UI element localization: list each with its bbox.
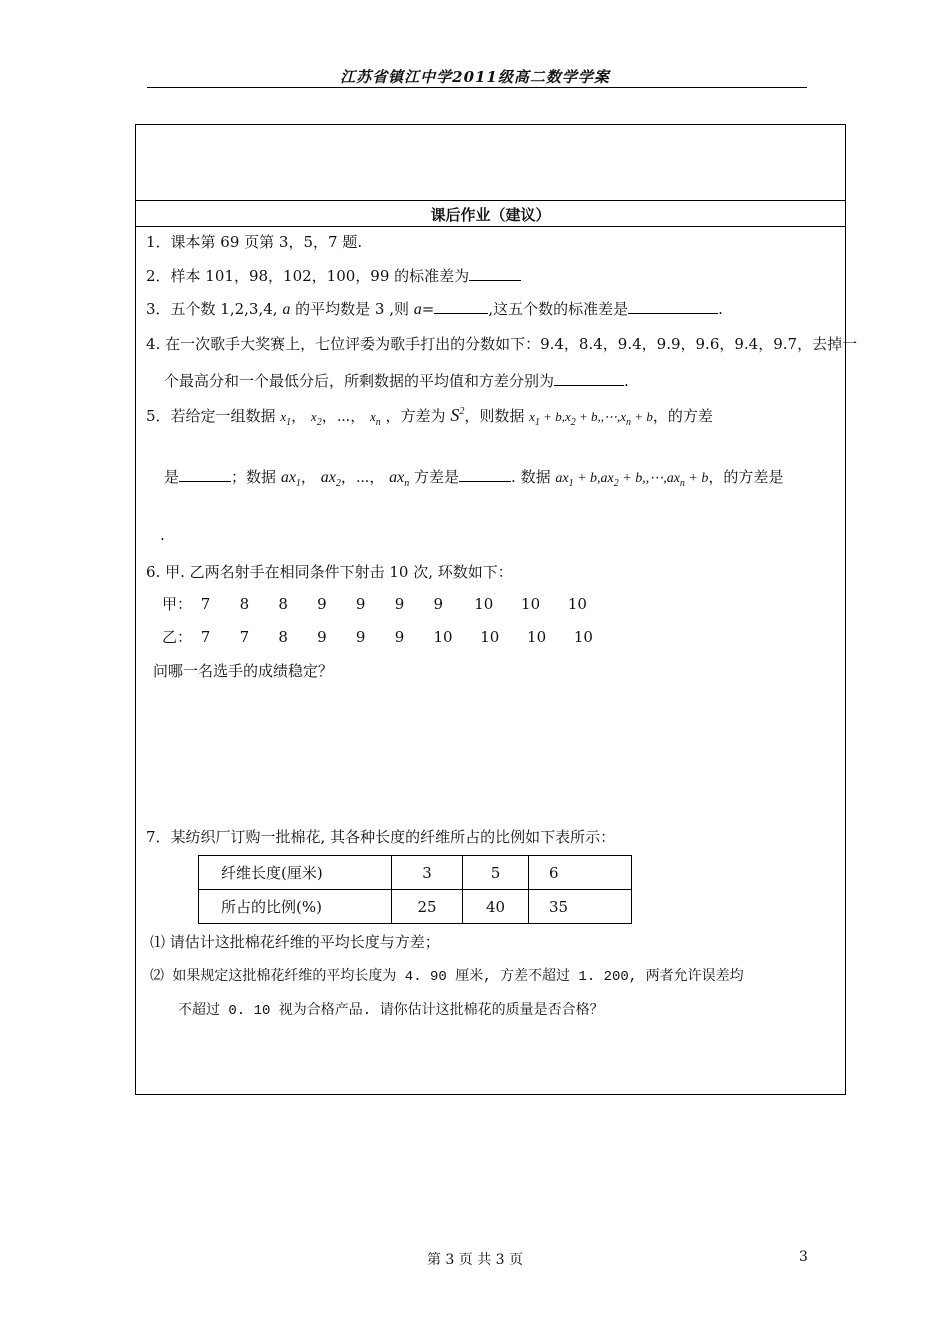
q3-text-1: 3．五个数 1,2,3,4, <box>146 300 278 318</box>
question-7-part-2-line-1: ⑵ 如果规定这批棉花纤维的平均长度为 4. 90 厘米, 方差不超过 1. 200, 两者允许误差均 <box>150 969 744 985</box>
subscript: n <box>679 478 685 489</box>
table-row <box>199 856 632 890</box>
page-header-title: 江苏省镇江中学2011级高二数学学案 <box>340 68 610 86</box>
question-6-ask: 问哪一名选手的成绩稳定？ <box>153 662 334 680</box>
section-divider <box>136 200 845 201</box>
var-s: S <box>450 405 460 425</box>
subscript: n <box>375 417 381 428</box>
ellipsis: ，⋯， <box>340 468 385 486</box>
table-cell: 所占的比例(%) <box>199 890 392 924</box>
table-cell: 5 <box>463 856 529 890</box>
question-3 <box>146 298 723 319</box>
subscript: n <box>626 417 632 428</box>
table-cell: 3 <box>392 856 463 890</box>
score: 10 <box>521 595 541 613</box>
q5-text-1: 5．若给定一组数据 <box>146 407 276 425</box>
subscript: 1 <box>286 417 292 428</box>
score: 10 <box>573 628 593 646</box>
score: 7 <box>200 628 211 646</box>
question-5-line-1 <box>146 405 713 428</box>
expr: + b <box>634 409 653 424</box>
var-x: x <box>288 469 296 486</box>
var-x: x <box>328 469 336 486</box>
score: 9 <box>317 595 327 613</box>
answer-blank <box>628 299 718 314</box>
question-4-line-1: 4. 在一次歌手大奖赛上，七位评委为歌手打出的分数如下：9.4，8.4，9.4，9.9，9.6，9.4，9.7，去掉一 <box>146 335 858 353</box>
score: 7 <box>239 628 250 646</box>
score: 8 <box>278 628 288 646</box>
subscript: 2 <box>570 417 576 428</box>
var-a: a <box>666 471 674 486</box>
score: 9 <box>317 628 327 646</box>
superscript: 2 <box>459 406 465 417</box>
ellipsis: ，⋯， <box>321 407 366 425</box>
comma: ， <box>300 468 316 486</box>
shooter-yi-scores <box>162 626 604 647</box>
table-cell: 6 <box>529 856 632 890</box>
q5-text-4: ，的方差 <box>652 407 713 425</box>
question-5-end: . <box>160 526 165 544</box>
score: 10 <box>527 628 547 646</box>
q4-text: 个最高分和一个最低分后，所剩数据的平均值和方差分别为 <box>164 372 555 390</box>
shooter-label: 乙： <box>162 628 193 646</box>
var-x: x <box>280 409 287 424</box>
var-x: x <box>369 409 376 424</box>
shooter-jia-scores <box>162 593 598 614</box>
score: 7 <box>200 595 211 613</box>
table-cell: 25 <box>392 890 463 924</box>
var-a: a <box>280 469 289 486</box>
table-cell: 40 <box>463 890 529 924</box>
var-x: x <box>310 409 317 424</box>
expr: ,⋯, <box>645 471 667 486</box>
var-a: a <box>555 471 563 486</box>
score: 10 <box>480 628 500 646</box>
score: 9 <box>394 595 405 613</box>
subscript: 1 <box>534 417 540 428</box>
table-cell: 35 <box>529 890 632 924</box>
score: 8 <box>239 595 250 613</box>
q4-end: . <box>624 372 629 390</box>
expr: + b, <box>622 471 646 486</box>
answer-blank <box>459 467 511 482</box>
expr: + b, <box>543 409 565 424</box>
q5-text-8: . 数据 <box>511 468 551 486</box>
table-row <box>199 890 632 924</box>
section-title: 课后作业（建议） <box>430 206 551 224</box>
q3-eq: = <box>421 300 435 318</box>
expr: ,⋯, <box>600 409 621 424</box>
var-a: a <box>282 301 291 318</box>
expr: + b <box>688 471 709 486</box>
score: 10 <box>474 595 494 613</box>
score: 8 <box>278 595 288 613</box>
subscript: 1 <box>568 478 574 489</box>
header-rule <box>147 87 807 88</box>
page-footer-text: 第 3 页 共 3 页 <box>426 1252 524 1268</box>
question-6-intro: 6. 甲. 乙两名射手在相同条件下射击 10 次, 环数如下： <box>146 563 513 581</box>
score: 9 <box>355 628 366 646</box>
q5-text-3: ，则数据 <box>464 407 525 425</box>
var-a: a <box>389 469 398 486</box>
answer-blank <box>469 266 521 281</box>
subscript: 1 <box>295 478 301 489</box>
section-title-divider <box>136 226 845 227</box>
var-x: x <box>562 471 569 486</box>
q3-end: . <box>718 300 723 318</box>
score: 9 <box>433 595 444 613</box>
q5-text-7: 方差是 <box>414 468 460 486</box>
comma: ， <box>291 407 307 425</box>
question-2-text: 2．样本 101，98，102，100，99 的标准差为 <box>146 267 470 285</box>
q5-text-2: ，方差为 <box>385 407 446 425</box>
page-number: 3 <box>799 1249 808 1265</box>
var-x: x <box>607 471 614 486</box>
subscript: 2 <box>335 478 341 489</box>
answer-blank <box>179 467 231 482</box>
table-cell: 纤维长度(厘米) <box>199 856 392 890</box>
subscript: 2 <box>316 417 322 428</box>
q5-text-9: ，的方差是 <box>708 468 784 486</box>
score: 9 <box>394 628 405 646</box>
question-7-intro: 7．某纺织厂订购一批棉花, 其各种长度的纤维所占的比例如下表所示： <box>146 828 616 846</box>
question-4-line-2 <box>164 370 629 391</box>
score: 10 <box>567 595 587 613</box>
question-5-line-2 <box>164 466 783 489</box>
var-x: x <box>529 409 535 424</box>
q5-text-6: ；数据 <box>231 468 277 486</box>
answer-blank <box>434 299 488 314</box>
var-x: x <box>620 409 627 424</box>
question-2 <box>146 265 521 286</box>
expr: + b, <box>577 471 601 486</box>
shooter-label: 甲： <box>162 595 193 613</box>
var-a: a <box>413 301 422 318</box>
subscript: 2 <box>613 478 619 489</box>
var-x: x <box>564 409 571 424</box>
question-7-part-2-line-2: 不超过 0. 10 视为合格产品. 请你估计这批棉花的质量是否合格？ <box>178 1003 604 1019</box>
score: 10 <box>433 628 453 646</box>
question-7-part-1: ⑴ 请估计这批棉花纤维的平均长度与方差； <box>150 933 440 951</box>
subscript: n <box>404 478 410 489</box>
answer-blank <box>554 371 624 386</box>
expr: + b, <box>578 409 601 424</box>
var-x: x <box>673 471 680 486</box>
q5-text-5: 是 <box>164 468 180 486</box>
q3-text-2: 的平均数是 3 ,则 <box>295 300 409 318</box>
score: 9 <box>355 595 366 613</box>
var-a: a <box>320 469 329 486</box>
q3-text-3: ,这五个数的标准差是 <box>488 300 629 318</box>
var-a: a <box>600 471 608 486</box>
question-1: 1．课本第 69 页第 3，5，7 题. <box>146 233 363 251</box>
var-x: x <box>397 469 405 486</box>
fiber-ratio-table <box>198 855 632 924</box>
